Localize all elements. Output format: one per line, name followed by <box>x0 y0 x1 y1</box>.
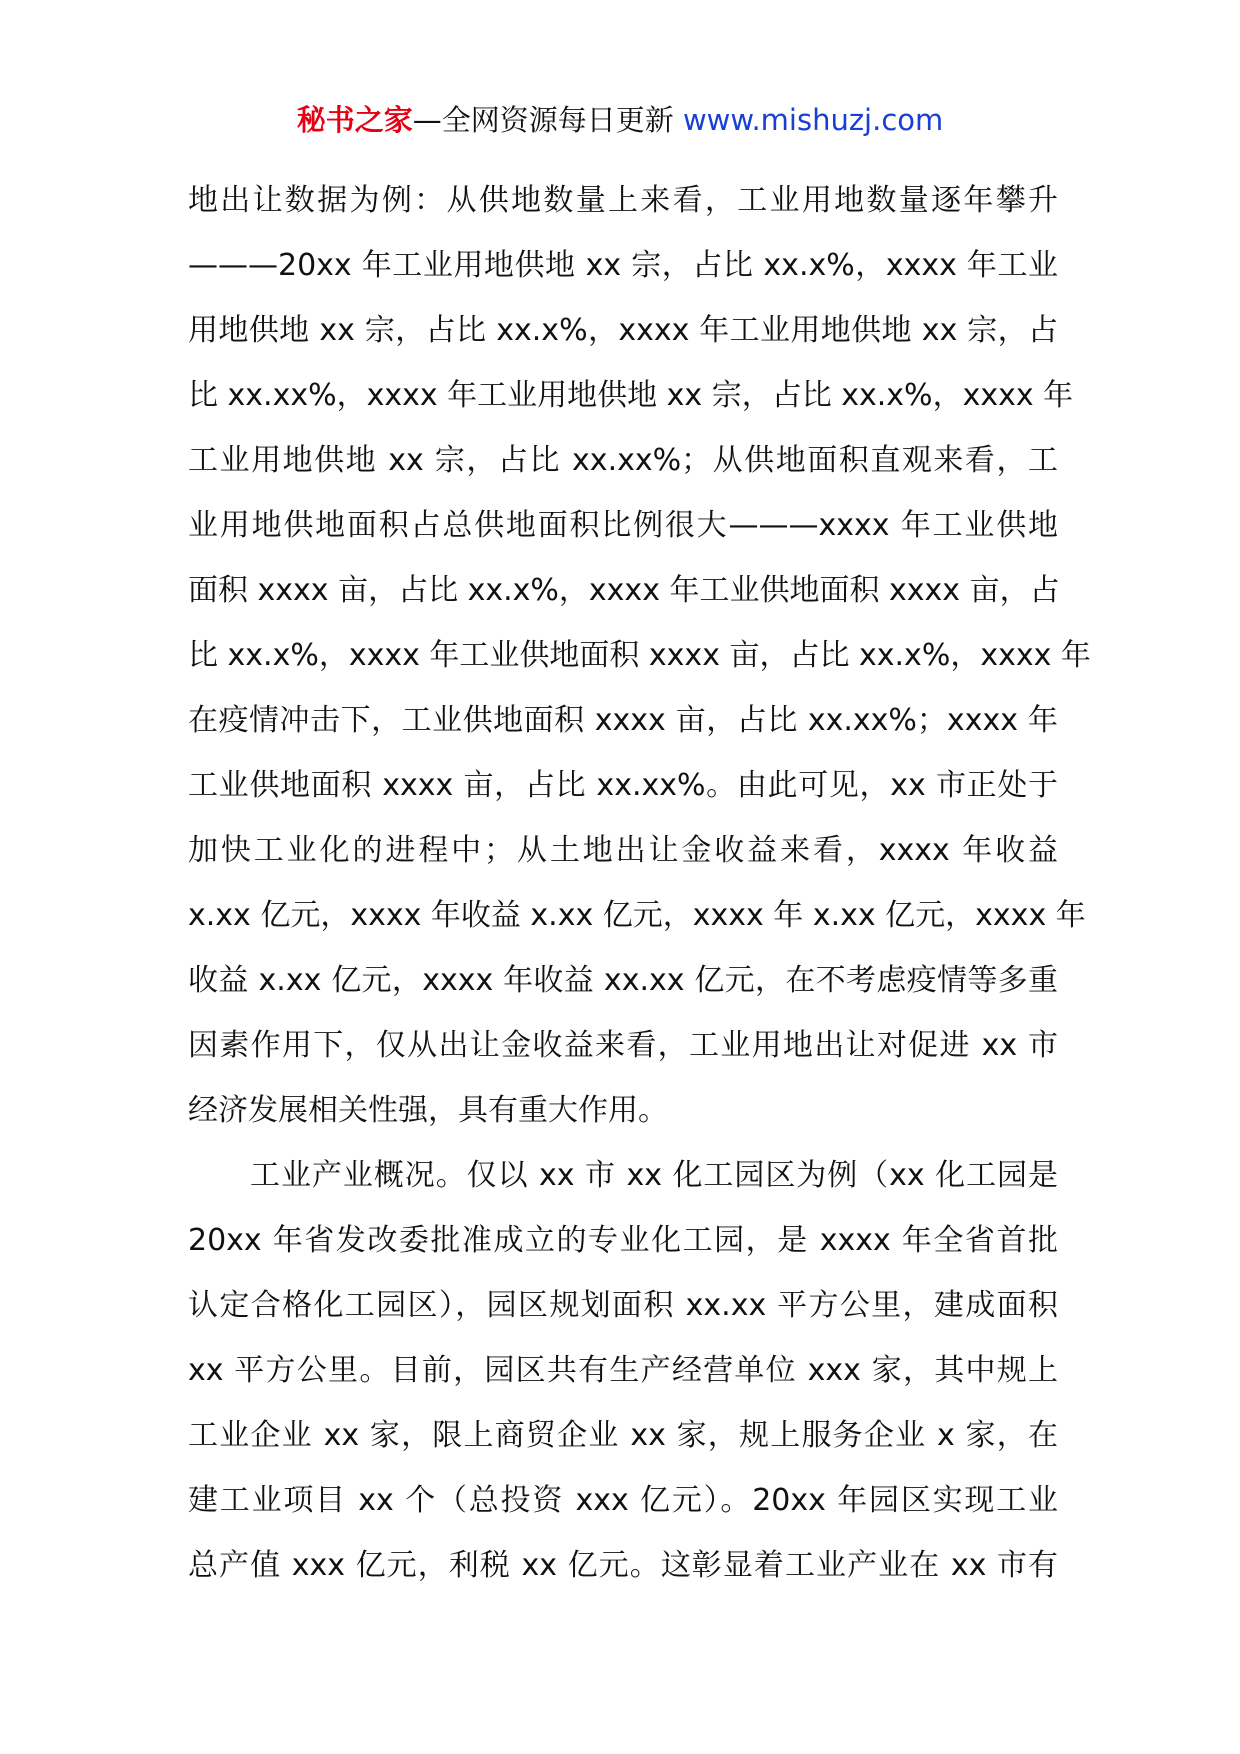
paragraph-land-transfer <box>188 168 1091 1143</box>
text-line: 业用地供地面积占总供地面积比例很大———xxxx 年工业供地 <box>188 508 1058 543</box>
text-line: 比 xx.xx%，xxxx 年工业用地供地 xx 宗，占比 xx.x%，xxxx 年 <box>188 378 1074 413</box>
text-line: 工业用地供地 xx 宗，占比 xx.xx%；从供地面积直观来看，工 <box>188 443 1058 478</box>
text-line: 工业企业 xx 家，限上商贸企业 xx 家，规上服务企业 x 家，在 <box>188 1418 1058 1453</box>
document-body <box>188 168 1091 1598</box>
text-line: 因素作用下，仅从出让金收益来看，工业用地出让对促进 xx 市 <box>188 1028 1058 1063</box>
text-line: 工业产业概况。仅以 xx 市 xx 化工园区为例（xx 化工园是 <box>250 1158 1058 1193</box>
text-line: xx 平方公里。目前，园区共有生产经营单位 xxx 家，其中规上 <box>188 1353 1058 1388</box>
text-line: 面积 xxxx 亩，占比 xx.x%，xxxx 年工业供地面积 xxxx 亩，占 <box>188 573 1060 608</box>
text-line: 在疫情冲击下，工业供地面积 xxxx 亩，占比 xx.xx%；xxxx 年 <box>188 703 1058 738</box>
text-line: 认定合格化工园区），园区规划面积 xx.xx 平方公里，建成面积 <box>188 1288 1058 1323</box>
text-line: ———20xx 年工业用地供地 xx 宗，占比 xx.x%，xxxx 年工业 <box>188 248 1058 283</box>
paragraph-industry-overview <box>188 1143 1058 1598</box>
header-brand: 秘书之家 <box>296 103 413 137</box>
header-tagline: —全网资源每日更新 <box>412 103 683 137</box>
text-line: 20xx 年省发改委批准成立的专业化工园，是 xxxx 年全省首批 <box>188 1223 1058 1258</box>
text-line: x.xx 亿元，xxxx 年收益 x.xx 亿元，xxxx 年 x.xx 亿元，xxxx 年 <box>188 898 1086 933</box>
text-line: 经济发展相关性强，具有重大作用。 <box>188 1093 668 1128</box>
text-line: 建工业项目 xx 个（总投资 xxx 亿元）。20xx 年园区实现工业 <box>188 1483 1058 1518</box>
text-line: 加快工业化的进程中；从土地出让金收益来看，xxxx 年收益 <box>188 833 1058 868</box>
text-line: 总产值 xxx 亿元，利税 xx 亿元。这彰显着工业产业在 xx 市有 <box>188 1548 1058 1583</box>
text-line: 工业供地面积 xxxx 亩，占比 xx.xx%。由此可见，xx 市正处于 <box>188 768 1058 803</box>
text-line: 地出让数据为例：从供地数量上来看，工业用地数量逐年攀升 <box>188 183 1058 218</box>
text-line: 比 xx.x%，xxxx 年工业供地面积 xxxx 亩，占比 xx.x%，xxxx 年 <box>188 638 1091 673</box>
header-url-link[interactable]: www.mishuzj.com <box>682 103 944 137</box>
page-header <box>0 100 1240 140</box>
text-line: 用地供地 xx 宗，占比 xx.x%，xxxx 年工业用地供地 xx 宗，占 <box>188 313 1058 348</box>
text-line: 收益 x.xx 亿元，xxxx 年收益 xx.xx 亿元，在不考虑疫情等多重 <box>188 963 1058 998</box>
